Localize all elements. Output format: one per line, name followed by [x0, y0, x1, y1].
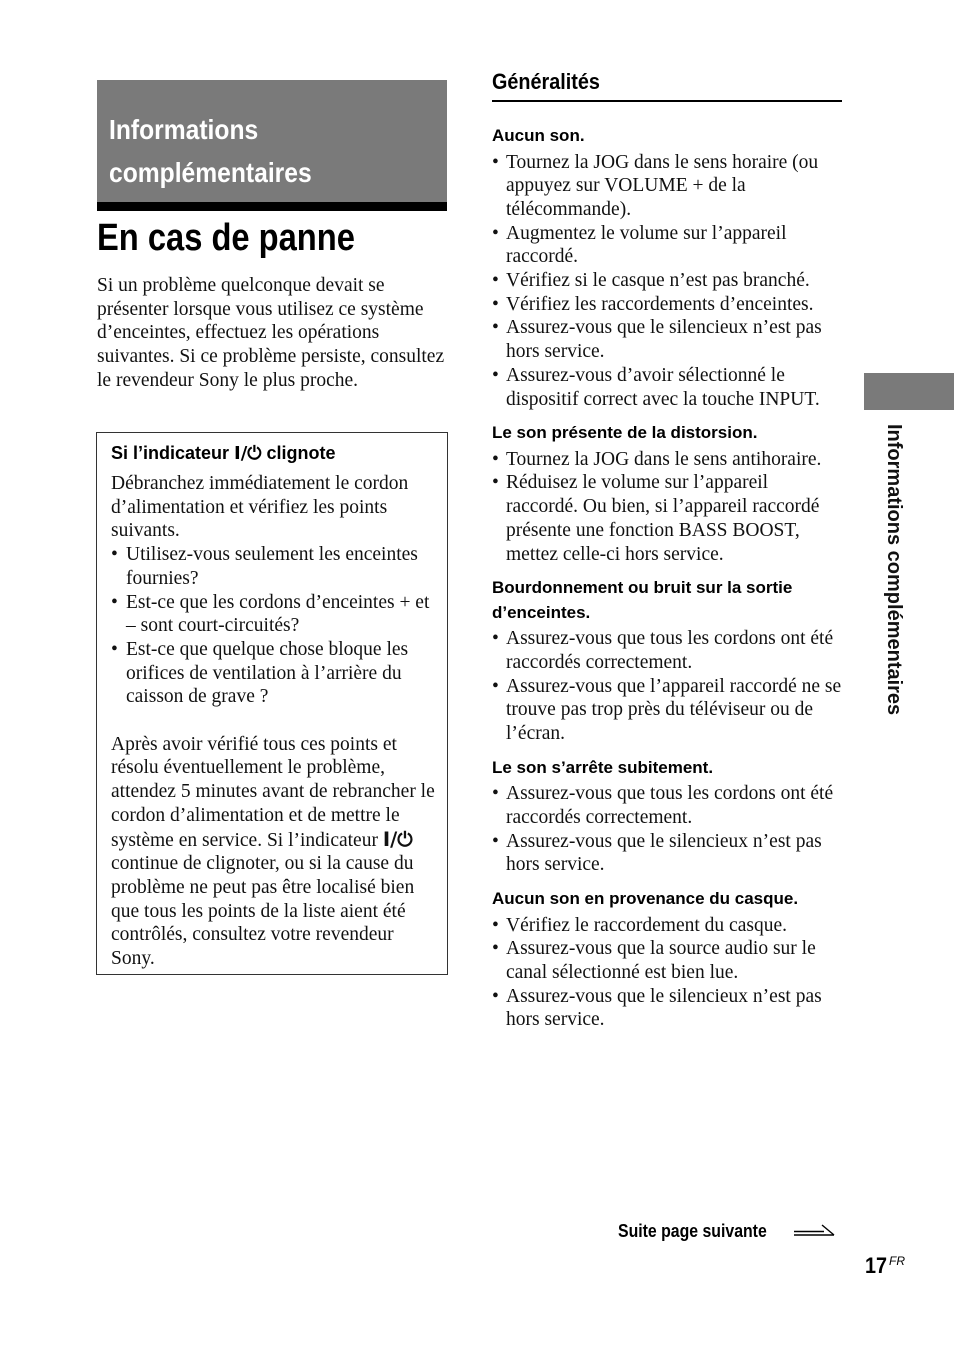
issue-solutions: [492, 782, 844, 877]
general-troubleshooting-column: [492, 66, 844, 1032]
intro-paragraph: Si un problème quelconque devait se présenter lorsque vous utilisez ce système d’enceintes, effectuez les opérations suivantes. Si ce problème persiste, consultez le revendeur Sony le plus proche.: [97, 275, 445, 391]
info-box-heading-pre: Si l’indicateur: [111, 443, 235, 463]
page-number: 17: [865, 1253, 888, 1278]
info-box-paragraph-2-pre: Après avoir vérifié tous ces points et résolu éventuellement le problème, attendez 5 minutes avant de rebrancher le cordon d’alimentation et de mettre le système en service. Si l’indicateur: [111, 733, 435, 851]
list-item: • Vérifiez les raccordements d’enceintes.: [492, 293, 844, 317]
list-item: • Est-ce que les cordons d’enceintes + et – sont court-circuités?: [111, 591, 437, 638]
section-banner-line-2: complémentaires: [109, 157, 312, 188]
list-item: • Assurez-vous que la source audio sur le canal sélectionné est bien lue.: [492, 937, 844, 984]
info-box-checklist: [111, 543, 437, 709]
page-title: En cas de panne: [97, 217, 355, 259]
list-item: • Réduisez le volume sur l’appareil raccordé. Ou bien, si l’appareil raccordé présente une fonction BASS BOOST, mettez celle-ci hors service.: [492, 471, 844, 566]
banner-rule: [97, 202, 447, 211]
page-language-code: FR: [889, 1254, 905, 1268]
list-item: • Tournez la JOG dans le sens antihoraire.: [492, 448, 844, 472]
list-item: • Assurez-vous que l’appareil raccordé ne se trouve pas trop près du téléviseur ou de l’écran.: [492, 675, 844, 746]
list-item: • Tournez la JOG dans le sens horaire (ou appuyez sur VOLUME + de la télécommande).: [492, 151, 844, 222]
list-item: • Assurez-vous que tous les cordons ont été raccordés correctement.: [492, 627, 844, 674]
list-item: • Assurez-vous que le silencieux n’est pas hors service.: [492, 316, 844, 363]
side-thumb-tab: [864, 373, 954, 410]
list-item: • Vérifiez si le casque n’est pas branché.: [492, 269, 844, 293]
info-box-paragraph-1: Débranchez immédiatement le cordon d’alimentation et vérifiez les points suivants.: [111, 473, 409, 542]
section-banner-line-1: Informations: [109, 114, 259, 145]
list-item: • Assurez-vous que tous les cordons ont été raccordés correctement.: [492, 782, 844, 829]
issue-title: Le son s’arrête subitement.: [492, 757, 714, 777]
info-box-paragraph-2: [111, 733, 437, 971]
list-item: • Augmentez le volume sur l’appareil raccordé.: [492, 222, 844, 269]
issue-solutions: [492, 448, 844, 567]
list-item: • Vérifiez le raccordement du casque.: [492, 914, 844, 938]
arrow-right-icon: [794, 1222, 836, 1238]
list-item: • Assurez-vous que le silencieux n’est pas hors service.: [492, 830, 844, 877]
continue-next-page: Suite page suivante: [618, 1221, 767, 1241]
section-banner: [97, 80, 447, 202]
info-box-heading-post: clignote: [261, 443, 336, 463]
list-item: • Utilisez-vous seulement les enceintes fournies?: [111, 543, 437, 590]
info-box-paragraph-2-post: continue de clignoter, ou si la cause du problème ne peut pas être localisé bien que tous les points de la liste aient été contrôlés, consultez votre revendeur Sony.: [111, 853, 415, 970]
issue-title: Aucun son en provenance du casque.: [492, 889, 799, 909]
side-tab-label: Informations complémentaires: [883, 424, 905, 716]
issue-solutions: [492, 627, 844, 746]
info-box-heading: [111, 439, 437, 468]
issue-solutions: [492, 914, 844, 1033]
power-indicator-icon: I/⏻: [234, 443, 262, 464]
issue-title: Le son présente de la distorsion.: [492, 423, 758, 443]
power-indicator-icon: I/⏻: [382, 827, 413, 851]
section-heading-generalites: Généralités: [492, 69, 600, 94]
list-item: • Assurez-vous d’avoir sélectionné le dispositif correct avec la touche INPUT.: [492, 364, 844, 411]
issue-title: Bourdonnement ou bruit sur la sortie d’enceintes.: [492, 578, 793, 622]
issue-solutions: [492, 151, 844, 412]
list-item: • Est-ce que quelque chose bloque les orifices de ventilation à l’arrière du caisson de grave ?: [111, 638, 437, 709]
heading-rule: [492, 100, 842, 102]
indicator-info-box: [96, 432, 448, 975]
list-item: • Assurez-vous que le silencieux n’est pas hors service.: [492, 985, 844, 1032]
issue-title: Aucun son.: [492, 126, 585, 145]
